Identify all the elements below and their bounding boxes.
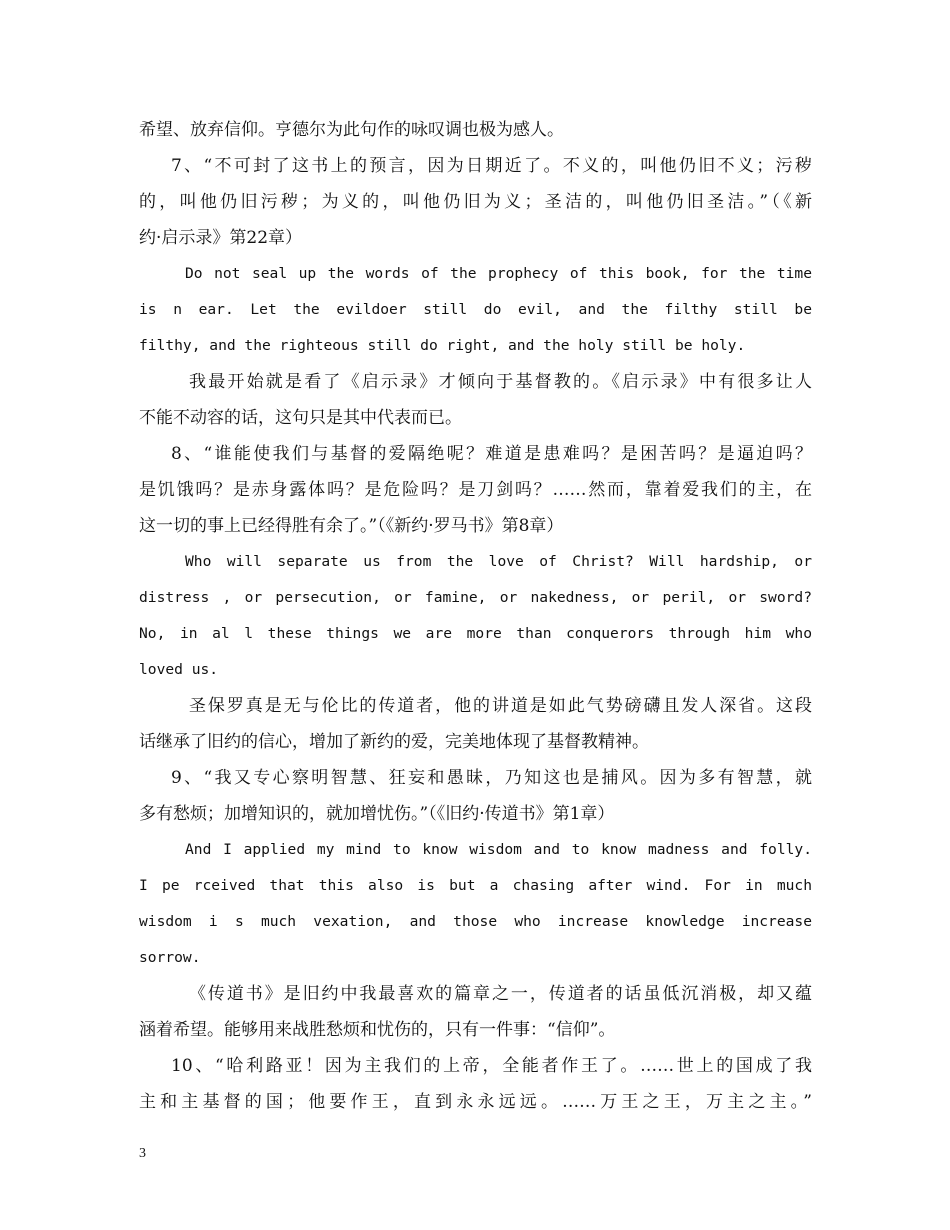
text-line: 10、“哈利路亚！因为主我们的上帝，全能者作王了。……世上的国成了我 <box>171 1056 812 1076</box>
text-line: 涵着希望。能够用来战胜愁烦和忧伤的，只有一件事：“信仰”。 <box>139 1020 616 1040</box>
text-line: 多有愁烦；加增知识的，就加增忧伤。”（《旧约·传道书》第1章） <box>139 804 615 824</box>
page-number: 3 <box>139 1146 146 1161</box>
english-quote-line: is n ear. Let the evildoer still do evil, and the filthy still be <box>139 301 812 318</box>
english-quote-line: distress , or persecution, or famine, or nakedness, or peril, or sword? <box>139 589 812 606</box>
text-line: 是饥饿吗？是赤身露体吗？是危险吗？是刀剑吗？……然而，靠着爱我们的主，在 <box>139 480 812 500</box>
text-line: 8、“谁能使我们与基督的爱隔绝呢？难道是患难吗？是困苦吗？是逼迫吗？ <box>171 444 812 464</box>
text-line: 9、“我又专心察明智慧、狂妄和愚昧，乃知这也是捕风。因为多有智慧，就 <box>171 768 812 788</box>
english-quote-line: wisdom i s much vexation, and those who increase knowledge increase <box>139 913 812 930</box>
english-quote-line: And I applied my mind to know wisdom and to know madness and folly. <box>185 841 812 858</box>
text-line: 话继承了旧约的信心，增加了新约的爱，完美地体现了基督教精神。 <box>139 732 649 752</box>
text-line: 这一切的事上已经得胜有余了。”（《新约·罗马书》第8章） <box>139 516 564 536</box>
text-line: 我最开始就是看了《启示录》才倾向于基督教的。《启示录》中有很多让人 <box>189 372 812 392</box>
text-line: 希望、放弃信仰。亨德尔为此句作的咏叹调也极为感人。 <box>139 120 564 140</box>
text-line: 《传道书》是旧约中我最喜欢的篇章之一，传道者的话虽低沉消极，却又蕴 <box>189 984 812 1004</box>
text-line: 约·启示录》第22章） <box>139 228 303 248</box>
english-quote-line: sorrow. <box>139 949 201 966</box>
english-quote-line: Do not seal up the words of the prophecy of this book, for the time <box>185 265 812 282</box>
page-body <box>139 112 812 1120</box>
english-quote-line: loved us. <box>139 661 219 678</box>
english-quote-line: I pe rceived that this also is but a chasing after wind. For in much <box>139 877 812 894</box>
english-quote-line: filthy, and the righteous still do right, and the holy still be holy. <box>139 337 746 354</box>
text-line: 主和主基督的国；他要作王，直到永永远远。……万王之王，万主之主。” <box>139 1092 812 1112</box>
text-line: 7、“不可封了这书上的预言，因为日期近了。不义的，叫他仍旧不义；污秽 <box>171 156 812 176</box>
english-quote-line: Who will separate us from the love of Christ? Will hardship, or <box>185 553 812 570</box>
text-line: 的，叫他仍旧污秽；为义的，叫他仍旧为义；圣洁的，叫他仍旧圣洁。”（《新 <box>139 192 812 212</box>
text-line: 不能不动容的话，这句只是其中代表而已。 <box>139 408 462 428</box>
text-line: 圣保罗真是无与伦比的传道者，他的讲道是如此气势磅礴且发人深省。这段 <box>189 696 812 716</box>
english-quote-line: No, in al l these things we are more than conquerors through him who <box>139 625 812 642</box>
